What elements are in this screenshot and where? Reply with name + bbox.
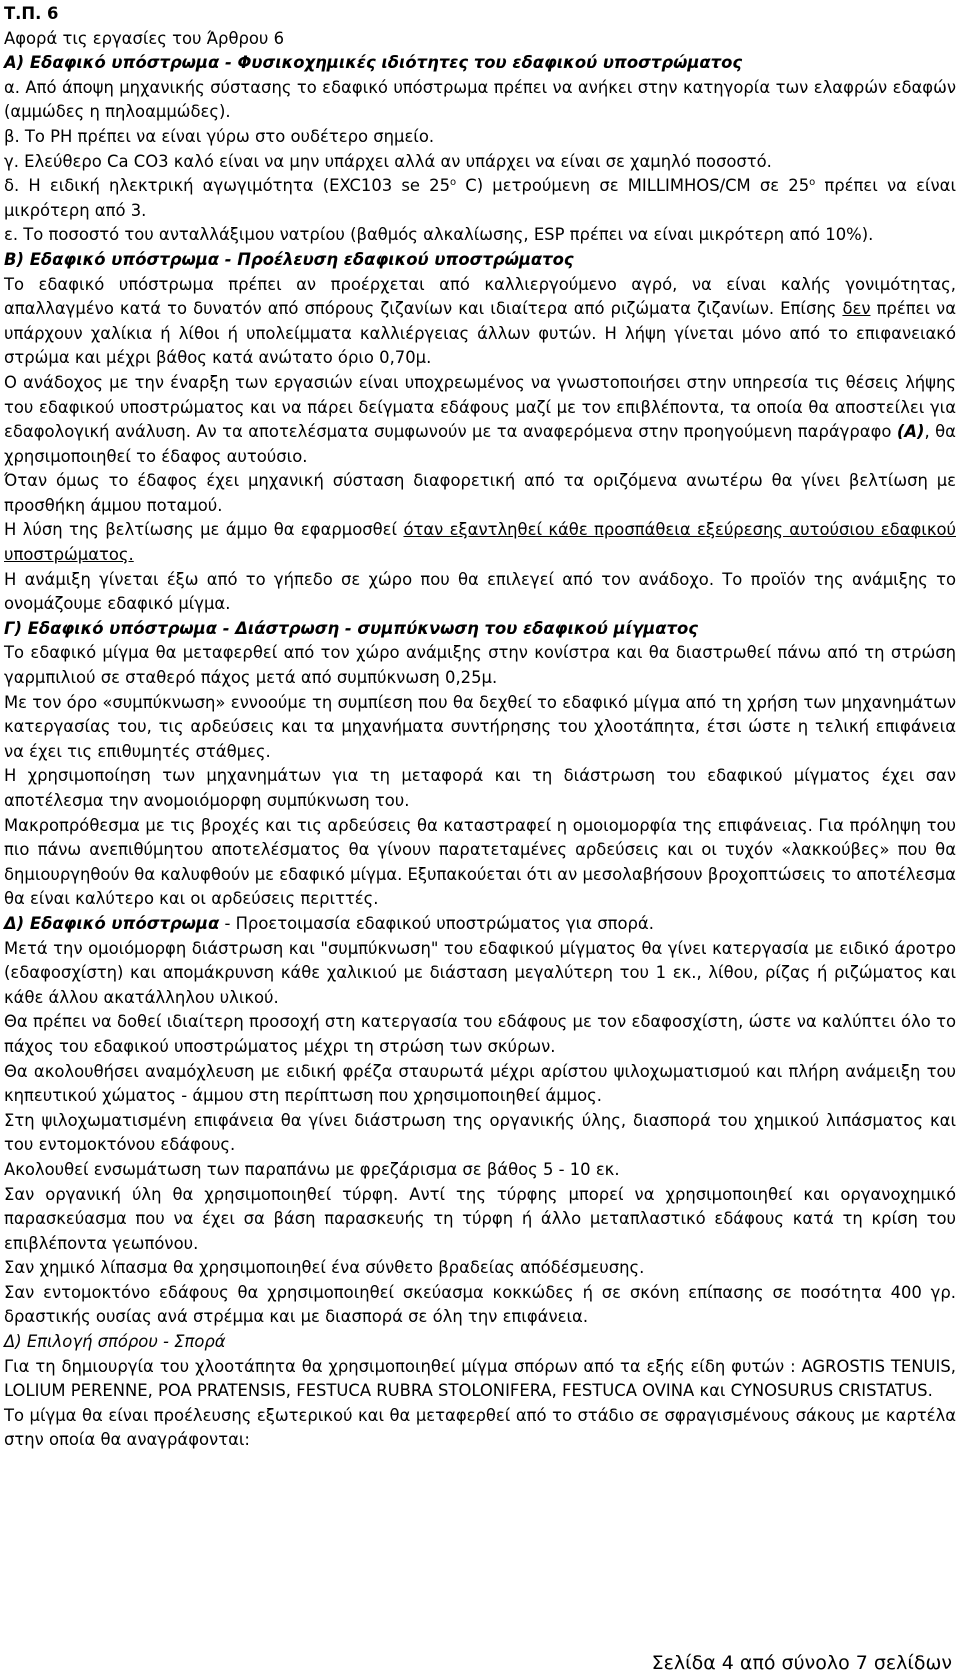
section-e-para-1: Για τη δημιουργία του χλοοτάπητα θα χρησιμοποιηθεί μίγμα σπόρων από τα εξής είδη φυτών : AGROSTIS TENUIS, LOLIUM PERENNE, POA PRATENSIS, FESTUCA RUBRA STOLONIFERA, FESTUCA OVINA και CYNOSURUS CRISTATUS. [4, 1356, 956, 1401]
section-e-title: Δ) Επιλογή σπόρου - Σπορά [4, 1332, 226, 1352]
section-b-para-3: Όταν όμως το έδαφος έχει μηχανική σύσταση διαφορετική από τα οριζόμενα ανωτέρω θα γίνει βελτίωση με προσθήκη άμμου ποταμού. [4, 471, 956, 515]
section-b-para-1: Το εδαφικό υπόστρωμα πρέπει αν προέρχεται από καλλιεργούμενο αγρό, να είναι καλής γονιμότητας, απαλλαγμένο κατά το δυνατόν από σπόρους ζιζανίων και ιδιαίτερα από ριζώματα ζιζανίων. Επίσης δεν πρέπει να υπάρχουν χαλίκια ή λίθοι ή υπολείμματα καλλιέργειας άλλων φυτών. Η λήψη γίνεται μόνο από το επιφανειακό στρώμα και μέχρι βάθος κατά ανώτατο όριο 0,70μ. [4, 274, 956, 368]
doc-heading: Τ.Π. 6 [4, 4, 59, 23]
section-e-para-2: Το μίγμα θα είναι προέλευσης εξωτερικού και θα μεταφερθεί από το στάδιο σε σφραγισμένους σάκους με καρτέλα στην οποία θα αναγράφονται: [4, 1405, 956, 1450]
section-d-title: Δ) Εδαφικό υπόστρωμα - Προετοιμασία εδαφικού υποστρώματος για σπορά. [4, 913, 654, 933]
section-d-para-6: Σαν οργανική ύλη θα χρησιμοποιηθεί τύρφη. Αντί της τύρφης μπορεί να χρησιμοποιηθεί και οργανοχημικό παρασκεύασμα που να έχει σα βάση παρασκευής τη τύρφη ή άλλο μεταπλαστικό εδάφους κατά τη κρίση του επιβλέποντα γεωπόνου. [4, 1184, 956, 1253]
section-g-para-3: Η χρησιμοποίηση των μηχανημάτων για τη μεταφορά και τη διάστρωση του εδαφικού μίγματος έχει σαν αποτέλεσμα την ανομοιόμορφη συμπύκνωση του. [4, 766, 956, 810]
section-g-para-4: Μακροπρόθεσμα με τις βροχές και τις αρδεύσεις θα καταστραφεί η ομοιομορφία της επιφάνειας. Για πρόληψη του πιο πάνω ανεπιθύμητου αποτελέσματος θα γίνουν παρατεταμένες αρδεύσεις και οι τυχόν «λακκούβες» που θα δημιουργηθούν θα καλυφθούν με εδαφικό μίγμα. Εξυπακούεται ότι αν μεσολαβήσουν βροχοπτώσεις το αποτέλεσμα θα είναι καλύτερο και οι αρδεύσεις περιττές. [4, 815, 956, 909]
section-d-para-8: Σαν εντομοκτόνο εδάφους θα χρησιμοποιηθεί σκεύασμα κοκκώδες ή σε σκόνη επίπασης σε ποσότητα 400 γρ. δραστικής ουσίας ανά στρέμμα και με διασπορά σε όλη την επιφάνεια. [4, 1282, 956, 1327]
section-d-para-4: Στη ψιλοχωματισμένη επιφάνεια θα γίνει διάστρωση της οργανικής ύλης, διασπορά του χημικού λιπάσματος και του εντομοκτόνου εδάφους. [4, 1110, 956, 1155]
section-a-title: Α) Εδαφικό υπόστρωμα - Φυσικοχημικές ιδιότητες του εδαφικού υποστρώματος [4, 53, 743, 73]
section-g-title: Γ) Εδαφικό υπόστρωμα - Διάστρωση - συμπύκνωση του εδαφικού μίγματος [4, 618, 698, 638]
document-body [4, 2, 956, 1453]
section-b-para-2: Ο ανάδοχος με την έναρξη των εργασιών είναι υποχρεωμένος να γνωστοποιήσει στην υπηρεσία τις θέσεις λήψης του εδαφικού υποστρώματος και να πάρει δείγματα εδάφους μαζί με τον επιβλέποντα, τα οποία θα αποστείλει για εδαφολογική ανάλυση. Αν τα αποτελέσματα συμφωνούν με τα αναφερόμενα στην προηγούμενη παράγραφο (Α), θα χρησιμοποιηθεί το έδαφος αυτούσιο. [4, 372, 956, 466]
section-d-para-5: Ακολουθεί ενσωμάτωση των παραπάνω με φρεζάρισμα σε βάθος 5 - 10 εκ. [4, 1159, 620, 1179]
section-a-item-b: β. Το PH πρέπει να είναι γύρω στο ουδέτερο σημείο. [4, 126, 435, 146]
section-d-para-7: Σαν χημικό λίπασμα θα χρησιμοποιηθεί ένα σύνθετο βραδείας απόδέσμευσης. [4, 1258, 645, 1278]
section-a-item-a: α. Από άποψη μηχανικής σύστασης το εδαφικό υπόστρωμα πρέπει να ανήκει στην κατηγορία των ελαφρών εδαφών (αμμώδες η πηλοαμμώδες). [4, 77, 956, 122]
section-d-para-1: Μετά την ομοιόμορφη διάστρωση και "συμπύκνωση" του εδαφικού μίγματος θα γίνει κατεργασία με ειδικό άροτρο (εδαφοσχίστη) και απομάκρυνση κάθε χαλικιού με διάσταση μεγαλύτερη του 1 εκ., λίθου, ρίζας ή ριζώματος και κάθε άλλου ακατάλληλου υλικού. [4, 938, 956, 1007]
section-a-item-d: δ. Η ειδική ηλεκτρική αγωγιμότητα (EXC103 se 25$^o$ C) μετρούμενη σε MILLIMHOS/CM σε 25$^o$ πρέπει να είναι μικρότερη από 3. [4, 176, 956, 220]
section-b-title: Β) Εδαφικό υπόστρωμα - Προέλευση εδαφικού υποστρώματος [4, 249, 574, 269]
section-g-para-1: Το εδαφικό μίγμα θα μεταφερθεί από τον χώρο ανάμιξης στην κονίστρα και θα διαστρωθεί πάνω από τη στρώση γαρμπιλιού σε σταθερό πάχος μετά από συμπύκνωση 0,25μ. [4, 643, 956, 688]
section-b-para-4: Η λύση της βελτίωσης με άμμο θα εφαρμοσθεί όταν εξαντληθεί κάθε προσπάθεια εξεύρεσης αυτούσιου εδαφικού υποστρώματος. [4, 520, 956, 565]
doc-subheading: Αφορά τις εργασίες του Άρθρου 6 [4, 28, 285, 48]
section-b-para-5: Η ανάμιξη γίνεται έξω από το γήπεδο σε χώρο που θα επιλεγεί από τον ανάδοχο. Το προϊόν της ανάμιξης το ονομάζουμε εδαφικό μίγμα. [4, 569, 956, 614]
section-a-item-c: γ. Ελεύθερο Ca CO3 καλό είναι να μην υπάρχει αλλά αν υπάρχει να είναι σε χαμηλό ποσοστό. [4, 151, 772, 171]
section-a-item-e: ε. Το ποσοστό του ανταλλάξιμου νατρίου (βαθμός αλκαλίωσης, ESP πρέπει να είναι μικρότερη από 10%). [4, 225, 874, 245]
section-g-para-2: Με τον όρο «συμπύκνωση» εννοούμε τη συμπίεση που θα δεχθεί το εδαφικό μίγμα από τη χρήση των μηχανημάτων κατεργασίας του, τις αρδεύσεις και τα μηχανήματα συντήρησης του χλοοτάπητα, έτσι ώστε η τελική επιφάνεια να έχει τις επιθυμητές στάθμες. [4, 692, 956, 761]
section-d-para-3: Θα ακολουθήσει αναμόχλευση με ειδική φρέζα σταυρωτά μέχρι αρίστου ψιλοχωματισμού και πλήρη ανάμειξη του κηπευτικού χώματος - άμμου στη περίπτωση που χρησιμοποιηθεί άμμος. [4, 1061, 956, 1106]
page-footer: Σελίδα 4 από σύνολο 7 σελίδων [651, 1652, 952, 1674]
section-d-para-2: Θα πρέπει να δοθεί ιδιαίτερη προσοχή στη κατεργασία του εδάφους με τον εδαφοσχίστη, ώστε να καλύπτει όλο το πάχος του εδαφικού υποστρώματος μέχρι τη στρώση των σκύρων. [4, 1012, 956, 1056]
